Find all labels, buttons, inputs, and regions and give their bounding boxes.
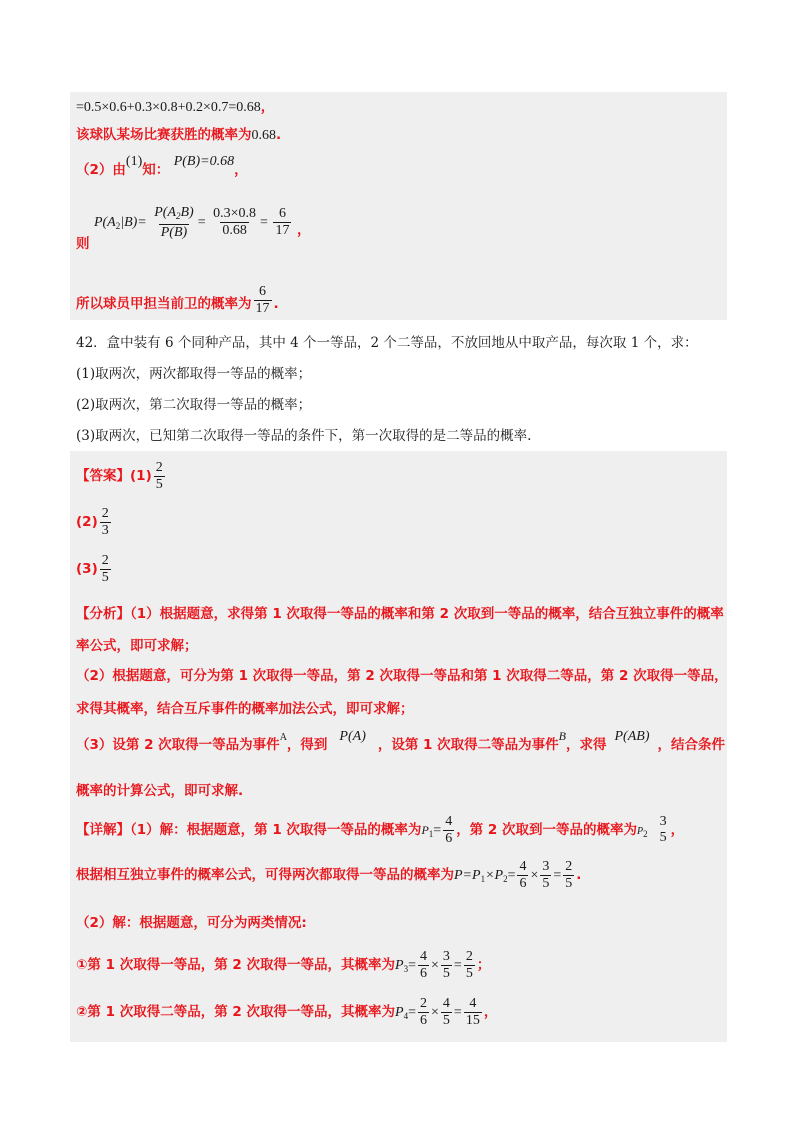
- probability-sum-equation: =0.5×0.6+0.3×0.8+0.2×0.7=0.68: [76, 100, 261, 115]
- conditional-probability-line: 则 $P(A_2|B)=$ $\frac{P(A_2B)}{P(B)}$ = $\frac{0.3\times 0.8}{0.68}$ = $\frac{6}{17}$ ，: [76, 204, 311, 252]
- question-part-1: (1)取两次，两次都取得一等品的概率；: [76, 366, 312, 382]
- conclusion-line: 所以球员甲担当前卫的概率为 $\frac{6}{17}$ .: [76, 283, 279, 316]
- detail-line-3: （2）解：根据题意，可分为两类情况:: [76, 915, 307, 931]
- analysis-line-3: （3）设第 2 次取得一等品为事件$^A$，得到P(A)，设第 1 次取得二等品为事件B，求得P(AB)，结合条件: [76, 729, 725, 753]
- equation-line: =0.5×0.6+0.3×0.8+0.2×0.7=0.68，: [76, 99, 275, 115]
- pb-equation: P(B)=0.68: [173, 154, 235, 169]
- conditional-formula: $P(A_2|B)=$ $\frac{P(A_2B)}{P(B)}$ = $\frac{0.3\times 0.8}{0.68}$ = $\frac{6}{17}$: [93, 204, 290, 240]
- detail-line-1: 【详解】（1）解：根据题意，第 1 次取得一等品的概率为$P_1=$ $\frac{4}{6}$ ，第 2 次取到一等品的概率为$P_2$ 3 5 ，: [76, 813, 685, 846]
- win-probability-line: 该球队某场比赛获胜的概率为0.68.: [76, 127, 282, 143]
- detail-line-4: ①第 1 次取得一等品，第 2 次取得一等品，其概率为$P_3=$ $\frac{4}{6}$ × $\frac{3}{5}$ = $\frac{2}{5}$ ；: [76, 948, 491, 981]
- answer-1-line: 【答案】(1) $\frac{2}{5}$: [76, 459, 163, 492]
- analysis-line-1b: 率公式，即可求解；: [76, 638, 198, 654]
- question-part-2: (2)取两次，第二次取得一等品的概率；: [76, 397, 312, 413]
- analysis-line-3b: 概率的计算公式，即可求解.: [76, 783, 244, 799]
- analysis-line-2b: 求得其概率，结合互斥事件的概率加法公式，即可求解；: [76, 701, 414, 717]
- answer-2-line: (2) $\frac{2}{3}$: [76, 505, 109, 538]
- question-42-stem: 42．盒中装有 6 个同种产品，其中 4 个一等品，2 个二等品，不放回地从中取产品，每次取 1 个，求：: [76, 335, 698, 351]
- analysis-line-1: 【分析】（1）根据题意，求得第 1 次取得一等品的概率和第 2 次取到一等品的概率，结合互独立事件的概率: [76, 606, 724, 622]
- detail-line-2: 根据相互独立事件的概率公式，可得两次都取得一等品的概率为$P=P_1\times P_2=$ $\frac{4}{6}$ × $\frac{3}{5}$ = $\frac{2}{5}$ .: [76, 858, 582, 891]
- answer-3-line: (3) $\frac{2}{5}$: [76, 552, 109, 585]
- part2-line: （2）由(1)知： P(B)=0.68，: [76, 154, 248, 178]
- analysis-line-2: （2）根据题意，可分为第 1 次取得一等品，第 2 次取得一等品和第 1 次取得二等品，第 2 次取得一等品，: [76, 668, 728, 684]
- answer-label: 【答案】(1): [76, 468, 152, 484]
- question-part-3: (3)取两次，已知第二次取得一等品的条件下，第一次取得的是二等品的概率.: [76, 428, 532, 444]
- detail-line-5: ②第 1 次取得二等品，第 2 次取得一等品，其概率为$P_4=$ $\frac{2}{6}$ × $\frac{4}{5}$ = $\frac{4}{15}$ ，: [76, 995, 498, 1028]
